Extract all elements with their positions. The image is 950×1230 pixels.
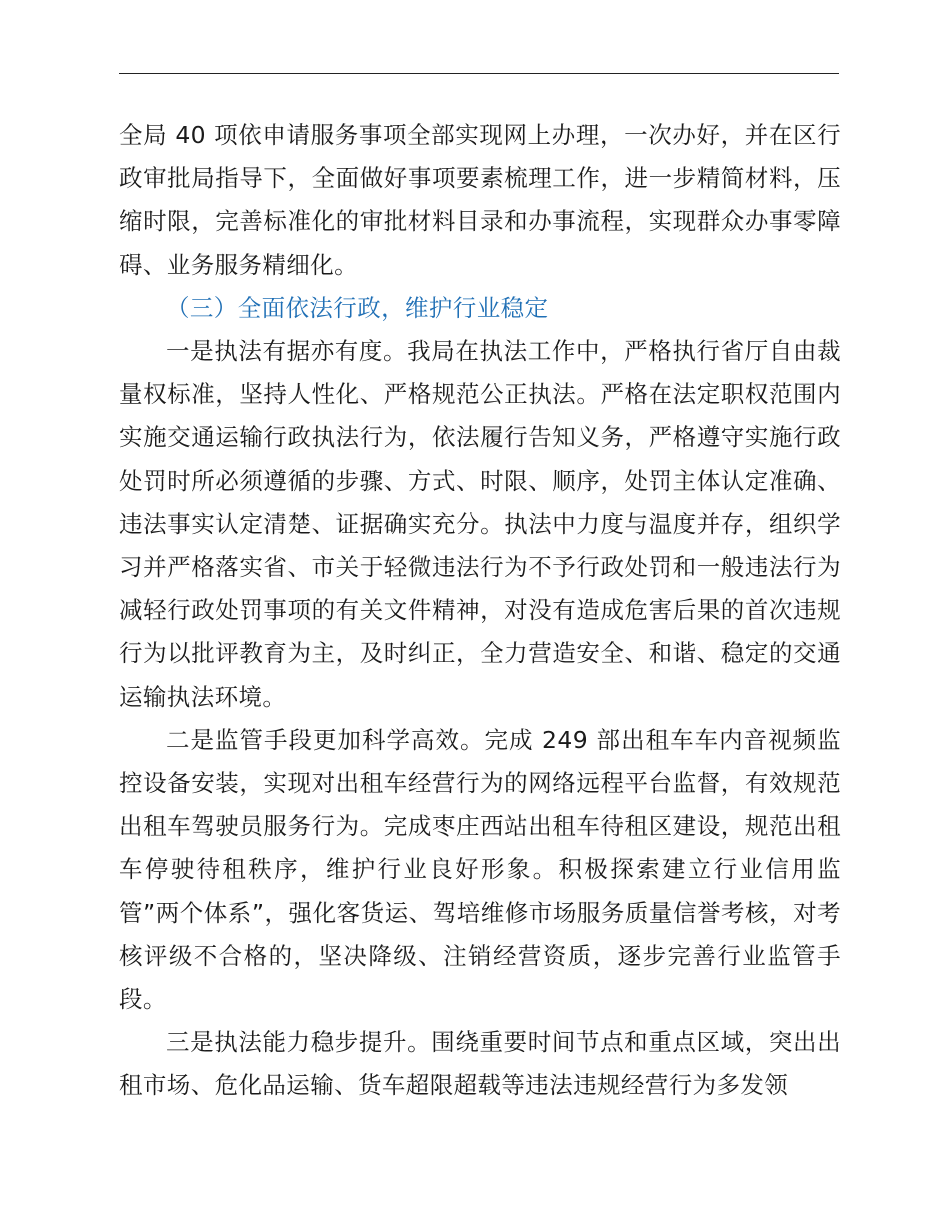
paragraph-continuation: 全局 40 项依申请服务事项全部实现网上办理，一次办好，并在区行政审批局指导下，全面做好事项要素梳理工作，进一步精简材料，压缩时限，完善标准化的审批材料目录和办事流程，实现群众办事零障碍、业务服务精细化。: [119, 121, 841, 279]
header-rule: [119, 73, 839, 74]
paragraph-capability: 三是执法能力稳步提升。围绕重要时间节点和重点区域，突出出租市场、危化品运输、货车超限超载等违法违规经营行为多发领: [119, 1028, 841, 1100]
paragraph-enforcement: 一是执法有据亦有度。我局在执法工作中，严格执行省厅自由裁量权标准，坚持人性化、严格规范公正执法。严格在法定职权范围内实施交通运输行政执法行为，依法履行告知义务，严格遵守实施行政处罚时所必须遵循的步骤、方式、时限、顺序，处罚主体认定准确、违法事实认定清楚、证据确实充分。执法中力度与温度并存，组织学习并严格落实省、市关于轻微违法行为不予行政处罚和一般违法行为减轻行政处罚事项的有关文件精神，对没有造成危害后果的首次违规行为以批评教育为主，及时纠正，全力营造安全、和谐、稳定的交通运输执法环境。: [119, 337, 841, 711]
section-heading: （三）全面依法行政，维护行业稳定: [166, 293, 549, 322]
paragraph-supervision: 二是监管手段更加科学高效。完成 249 部出租车车内音视频监控设备安装，实现对出租车经营行为的网络远程平台监督，有效规范出租车驾驶员服务行为。完成枣庄西站出租车待租区建设，规范出租车停驶待租秩序，维护行业良好形象。积极探索建立行业信用监管”两个体系”，强化客货运、驾培维修市场服务质量信誉考核，对考核评级不合格的，坚决降级、注销经营资质，逐步完善行业监管手段。: [119, 725, 841, 1014]
document-body: [119, 114, 841, 1108]
